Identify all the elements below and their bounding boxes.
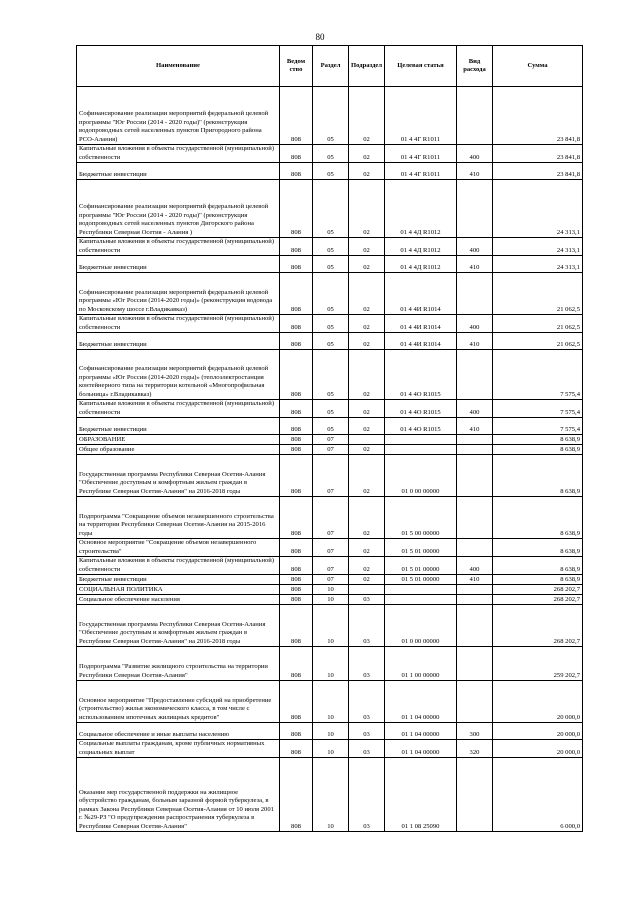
- budget-table: [76, 45, 583, 832]
- row-summa: 8 638,9: [493, 557, 583, 575]
- table-row: [77, 557, 583, 575]
- row-name: Государственная программа Республики Северная Осетия-Алания "Обеспечение доступным и комфортным жильем граждан в Республике Северная Осетия-Алания" на 2016-2018 годы: [77, 605, 280, 647]
- row-celevaya: 01 4 4Г R1011: [385, 145, 457, 163]
- row-name: Основное мероприятие "Сокращение объемов незавершенного строительства": [77, 539, 280, 557]
- row-summa: 20 000,0: [493, 723, 583, 740]
- table-row: [77, 647, 583, 681]
- row-vid: [457, 350, 493, 400]
- row-name: Капитальные вложения в объекты государственной (муниципальной) собственности: [77, 238, 280, 256]
- row-ved: 808: [280, 605, 313, 647]
- row-podrazdel: 02: [349, 87, 385, 145]
- row-ved: 808: [280, 256, 313, 273]
- row-vid: [457, 180, 493, 238]
- row-name: Бюджетные инвестиции: [77, 163, 280, 180]
- row-celevaya: 01 4 4Д R1012: [385, 256, 457, 273]
- row-razdel: 07: [313, 445, 349, 455]
- table-row: [77, 163, 583, 180]
- row-podrazdel: 02: [349, 256, 385, 273]
- table-row: [77, 333, 583, 350]
- row-ved: 808: [280, 758, 313, 832]
- row-razdel: 05: [313, 180, 349, 238]
- row-celevaya: 01 4 4О R1015: [385, 350, 457, 400]
- row-podrazdel: 02: [349, 333, 385, 350]
- table-row: [77, 256, 583, 273]
- table-row: [77, 758, 583, 832]
- row-podrazdel: 02: [349, 418, 385, 435]
- row-ved: 808: [280, 435, 313, 445]
- row-podrazdel: 02: [349, 557, 385, 575]
- row-podrazdel: 02: [349, 445, 385, 455]
- row-name: Софинансирование реализации мероприятий федеральной целевой программы «Юг России (2014-2020 годы)» (реконструкция водовода по Московскому шоссе г.Владикавказ): [77, 273, 280, 315]
- row-celevaya: 01 5 01 00000: [385, 539, 457, 557]
- table-row: [77, 315, 583, 333]
- row-celevaya: 01 4 4И R1014: [385, 333, 457, 350]
- row-vid: 300: [457, 723, 493, 740]
- row-name: Бюджетные инвестиции: [77, 256, 280, 273]
- row-summa: 20 000,0: [493, 681, 583, 723]
- row-summa: 7 575,4: [493, 350, 583, 400]
- row-celevaya: 01 5 01 00000: [385, 575, 457, 585]
- row-razdel: 05: [313, 238, 349, 256]
- row-ved: 808: [280, 315, 313, 333]
- row-name: Капитальные вложения в объекты государственной (муниципальной) собственности: [77, 400, 280, 418]
- row-ved: 808: [280, 333, 313, 350]
- row-razdel: 10: [313, 681, 349, 723]
- row-podrazdel: 03: [349, 595, 385, 605]
- row-razdel: 10: [313, 605, 349, 647]
- table-row: [77, 350, 583, 400]
- row-name: Бюджетные инвестиции: [77, 418, 280, 435]
- table-row: [77, 605, 583, 647]
- row-razdel: 10: [313, 647, 349, 681]
- row-celevaya: 01 4 4Д R1012: [385, 180, 457, 238]
- row-vid: 410: [457, 418, 493, 435]
- row-podrazdel: [349, 435, 385, 445]
- row-podrazdel: 02: [349, 145, 385, 163]
- table-row: [77, 585, 583, 595]
- row-vid: [457, 539, 493, 557]
- table-row: [77, 180, 583, 238]
- row-summa: 268 202,7: [493, 595, 583, 605]
- table-row: [77, 740, 583, 758]
- row-ved: 808: [280, 647, 313, 681]
- row-name: Капитальные вложения в объекты государственной (муниципальной) собственности: [77, 315, 280, 333]
- row-name: Социальное обеспечение и иные выплаты населению: [77, 723, 280, 740]
- row-celevaya: [385, 585, 457, 595]
- row-summa: 23 841,8: [493, 87, 583, 145]
- row-summa: 21 062,5: [493, 273, 583, 315]
- row-razdel: 07: [313, 497, 349, 539]
- table-row: [77, 445, 583, 455]
- row-razdel: 05: [313, 87, 349, 145]
- row-vid: [457, 87, 493, 145]
- table-row: [77, 723, 583, 740]
- row-name: Подпрограмма "Развитие жилищного строительства на территории Республики Северная Осетия-Алания": [77, 647, 280, 681]
- table-row: [77, 87, 583, 145]
- row-name: Бюджетные инвестиции: [77, 333, 280, 350]
- row-razdel: 05: [313, 400, 349, 418]
- table-row: [77, 273, 583, 315]
- row-podrazdel: 03: [349, 740, 385, 758]
- page-number: 80: [315, 32, 325, 42]
- row-celevaya: 01 5 01 00000: [385, 557, 457, 575]
- table-row: [77, 238, 583, 256]
- row-summa: 24 313,1: [493, 238, 583, 256]
- row-podrazdel: 03: [349, 605, 385, 647]
- row-name: Софинансирование реализации мероприятий федеральной целевой программы «Юг России (2014-2020 годы)» (теплоэлектростанция контейнерного типа на территории котельной «Многопрофильная больница» г.Владикавказ): [77, 350, 280, 400]
- row-ved: 808: [280, 575, 313, 585]
- table-row: [77, 400, 583, 418]
- row-summa: 268 202,7: [493, 605, 583, 647]
- row-summa: 8 638,9: [493, 575, 583, 585]
- row-summa: 24 313,1: [493, 256, 583, 273]
- row-vid: [457, 605, 493, 647]
- row-podrazdel: 03: [349, 681, 385, 723]
- row-razdel: 10: [313, 758, 349, 832]
- row-podrazdel: 03: [349, 723, 385, 740]
- row-podrazdel: 02: [349, 497, 385, 539]
- row-podrazdel: [349, 585, 385, 595]
- row-podrazdel: 02: [349, 400, 385, 418]
- row-vid: [457, 595, 493, 605]
- row-vid: [457, 445, 493, 455]
- table-row: [77, 575, 583, 585]
- row-summa: 8 638,9: [493, 435, 583, 445]
- row-celevaya: 01 1 04 00000: [385, 740, 457, 758]
- row-vid: 400: [457, 238, 493, 256]
- row-ved: 808: [280, 585, 313, 595]
- row-razdel: 10: [313, 595, 349, 605]
- row-ved: 808: [280, 557, 313, 575]
- row-ved: 808: [280, 400, 313, 418]
- row-name: ОБРАЗОВАНИЕ: [77, 435, 280, 445]
- row-ved: 808: [280, 740, 313, 758]
- row-celevaya: 01 4 4Г R1011: [385, 163, 457, 180]
- table-header-row: [77, 46, 583, 87]
- row-vid: [457, 681, 493, 723]
- row-name: Социальные выплаты гражданам, кроме публичных нормативных социальных выплат: [77, 740, 280, 758]
- row-celevaya: 01 1 00 00000: [385, 647, 457, 681]
- row-podrazdel: 02: [349, 238, 385, 256]
- row-summa: 268 202,7: [493, 585, 583, 595]
- row-summa: 259 202,7: [493, 647, 583, 681]
- row-celevaya: 01 1 08 25090: [385, 758, 457, 832]
- table-row: [77, 681, 583, 723]
- row-ved: 808: [280, 445, 313, 455]
- row-razdel: 05: [313, 273, 349, 315]
- row-name: Общее образование: [77, 445, 280, 455]
- row-ved: 808: [280, 681, 313, 723]
- row-razdel: 07: [313, 435, 349, 445]
- row-razdel: 05: [313, 333, 349, 350]
- row-summa: 21 062,5: [493, 333, 583, 350]
- row-ved: 808: [280, 350, 313, 400]
- row-razdel: 07: [313, 557, 349, 575]
- table-row: [77, 539, 583, 557]
- row-ved: 808: [280, 145, 313, 163]
- header-celevaya: Целевая статья: [385, 46, 457, 87]
- row-celevaya: 01 4 4О R1015: [385, 418, 457, 435]
- row-name: Капитальные вложения в объекты государственной (муниципальной) собственности: [77, 557, 280, 575]
- row-razdel: 05: [313, 418, 349, 435]
- row-podrazdel: 03: [349, 758, 385, 832]
- row-summa: 24 313,1: [493, 180, 583, 238]
- row-vid: [457, 497, 493, 539]
- row-ved: 808: [280, 595, 313, 605]
- row-vid: 320: [457, 740, 493, 758]
- header-podrazdel: Подраздел: [349, 46, 385, 87]
- row-vid: [457, 273, 493, 315]
- row-vid: 410: [457, 333, 493, 350]
- row-celevaya: [385, 595, 457, 605]
- row-name: Софинансирование реализации мероприятий федеральной целевой программы "Юг России (2014 - 2020 годы)" (реконструкция водопроводных сетей населенных пунктов Дигорского района Республики Северная Осетия - Алания ): [77, 180, 280, 238]
- row-name: Подпрограмма "Сокращение объемов незавершенного строительства на территории Республики Северная Осетия-Алания на 2015-2016 годы: [77, 497, 280, 539]
- row-name: Государственная программа Республики Северная Осетия-Алания "Обеспечение доступным и комфортным жильем граждан в Республике Северная Осетия-Алания" на 2016-2018 годы: [77, 455, 280, 497]
- row-podrazdel: 02: [349, 315, 385, 333]
- row-podrazdel: 02: [349, 350, 385, 400]
- row-podrazdel: 03: [349, 647, 385, 681]
- row-summa: 7 575,4: [493, 400, 583, 418]
- row-podrazdel: 02: [349, 180, 385, 238]
- row-summa: 7 575,4: [493, 418, 583, 435]
- row-celevaya: 01 4 4И R1014: [385, 273, 457, 315]
- row-name: Социальное обеспечение населения: [77, 595, 280, 605]
- row-podrazdel: 02: [349, 163, 385, 180]
- row-vid: 400: [457, 400, 493, 418]
- row-ved: 808: [280, 455, 313, 497]
- row-ved: 808: [280, 87, 313, 145]
- row-vid: [457, 585, 493, 595]
- row-celevaya: [385, 435, 457, 445]
- table-row: [77, 455, 583, 497]
- table-body: [77, 87, 583, 832]
- header-ved: Ведом ство: [280, 46, 313, 87]
- row-razdel: 07: [313, 455, 349, 497]
- row-summa: 6 000,0: [493, 758, 583, 832]
- row-razdel: 10: [313, 740, 349, 758]
- row-razdel: 10: [313, 585, 349, 595]
- row-razdel: 10: [313, 723, 349, 740]
- row-vid: [457, 455, 493, 497]
- row-ved: 808: [280, 238, 313, 256]
- row-ved: 808: [280, 273, 313, 315]
- row-celevaya: 01 4 4Д R1012: [385, 238, 457, 256]
- header-name: Наименование: [77, 46, 280, 87]
- row-ved: 808: [280, 539, 313, 557]
- header-summa: Сумма: [493, 46, 583, 87]
- row-summa: 8 638,9: [493, 539, 583, 557]
- row-name: Софинансирование реализации мероприятий федеральной целевой программы "Юг России (2014 - 2020 годы)" (реконструкция водопроводных сетей населенных пунктов Пригородного района РСО-Алания): [77, 87, 280, 145]
- row-podrazdel: 02: [349, 575, 385, 585]
- row-summa: 8 638,9: [493, 445, 583, 455]
- row-celevaya: 01 5 00 00000: [385, 497, 457, 539]
- row-vid: 410: [457, 256, 493, 273]
- row-ved: 808: [280, 723, 313, 740]
- row-summa: 21 062,5: [493, 315, 583, 333]
- table-row: [77, 145, 583, 163]
- row-ved: 808: [280, 163, 313, 180]
- table-row: [77, 435, 583, 445]
- row-summa: 8 638,9: [493, 497, 583, 539]
- row-celevaya: 01 4 4Г R1011: [385, 87, 457, 145]
- row-razdel: 07: [313, 539, 349, 557]
- row-summa: 23 841,8: [493, 145, 583, 163]
- row-name: СОЦИАЛЬНАЯ ПОЛИТИКА: [77, 585, 280, 595]
- row-razdel: 05: [313, 315, 349, 333]
- row-vid: 400: [457, 557, 493, 575]
- table-row: [77, 497, 583, 539]
- row-name: Основное мероприятие "Предоставление субсидий на приобретение (строительство) жилья экономического класса, в том числе с использованием ипотечных жилищных кредитов": [77, 681, 280, 723]
- row-celevaya: 01 4 4И R1014: [385, 315, 457, 333]
- table-row: [77, 418, 583, 435]
- row-razdel: 05: [313, 256, 349, 273]
- row-razdel: 05: [313, 145, 349, 163]
- row-ved: 808: [280, 497, 313, 539]
- row-vid: 400: [457, 145, 493, 163]
- row-podrazdel: 02: [349, 455, 385, 497]
- row-vid: 410: [457, 163, 493, 180]
- row-celevaya: 01 1 04 00000: [385, 681, 457, 723]
- row-name: Оказание мер государственной поддержки на жилищное обустройство гражданам, больным заразной формой туберкулеза, в рамках Закона Республики Северная Осетия-Алания от 10 июля 2001 г. №29-РЗ "О предупреждении распространения туберкулеза в Республике Северная Осетия-Алания": [77, 758, 280, 832]
- header-vid: Вид расхода: [457, 46, 493, 87]
- row-celevaya: [385, 445, 457, 455]
- row-podrazdel: 02: [349, 273, 385, 315]
- row-summa: 23 841,8: [493, 163, 583, 180]
- row-celevaya: 01 4 4О R1015: [385, 400, 457, 418]
- row-vid: 400: [457, 315, 493, 333]
- row-vid: [457, 647, 493, 681]
- row-podrazdel: 02: [349, 539, 385, 557]
- row-vid: 410: [457, 575, 493, 585]
- row-vid: [457, 758, 493, 832]
- row-razdel: 05: [313, 350, 349, 400]
- row-name: Бюджетные инвестиции: [77, 575, 280, 585]
- row-summa: 20 000,0: [493, 740, 583, 758]
- row-vid: [457, 435, 493, 445]
- row-razdel: 05: [313, 163, 349, 180]
- row-razdel: 07: [313, 575, 349, 585]
- row-ved: 808: [280, 180, 313, 238]
- row-name: Капитальные вложения в объекты государственной (муниципальной) собственности: [77, 145, 280, 163]
- row-summa: 8 638,9: [493, 455, 583, 497]
- header-razdel: Раздел: [313, 46, 349, 87]
- row-ved: 808: [280, 418, 313, 435]
- table-row: [77, 595, 583, 605]
- row-celevaya: 01 0 00 00000: [385, 605, 457, 647]
- row-celevaya: 01 0 00 00000: [385, 455, 457, 497]
- row-celevaya: 01 1 04 00000: [385, 723, 457, 740]
